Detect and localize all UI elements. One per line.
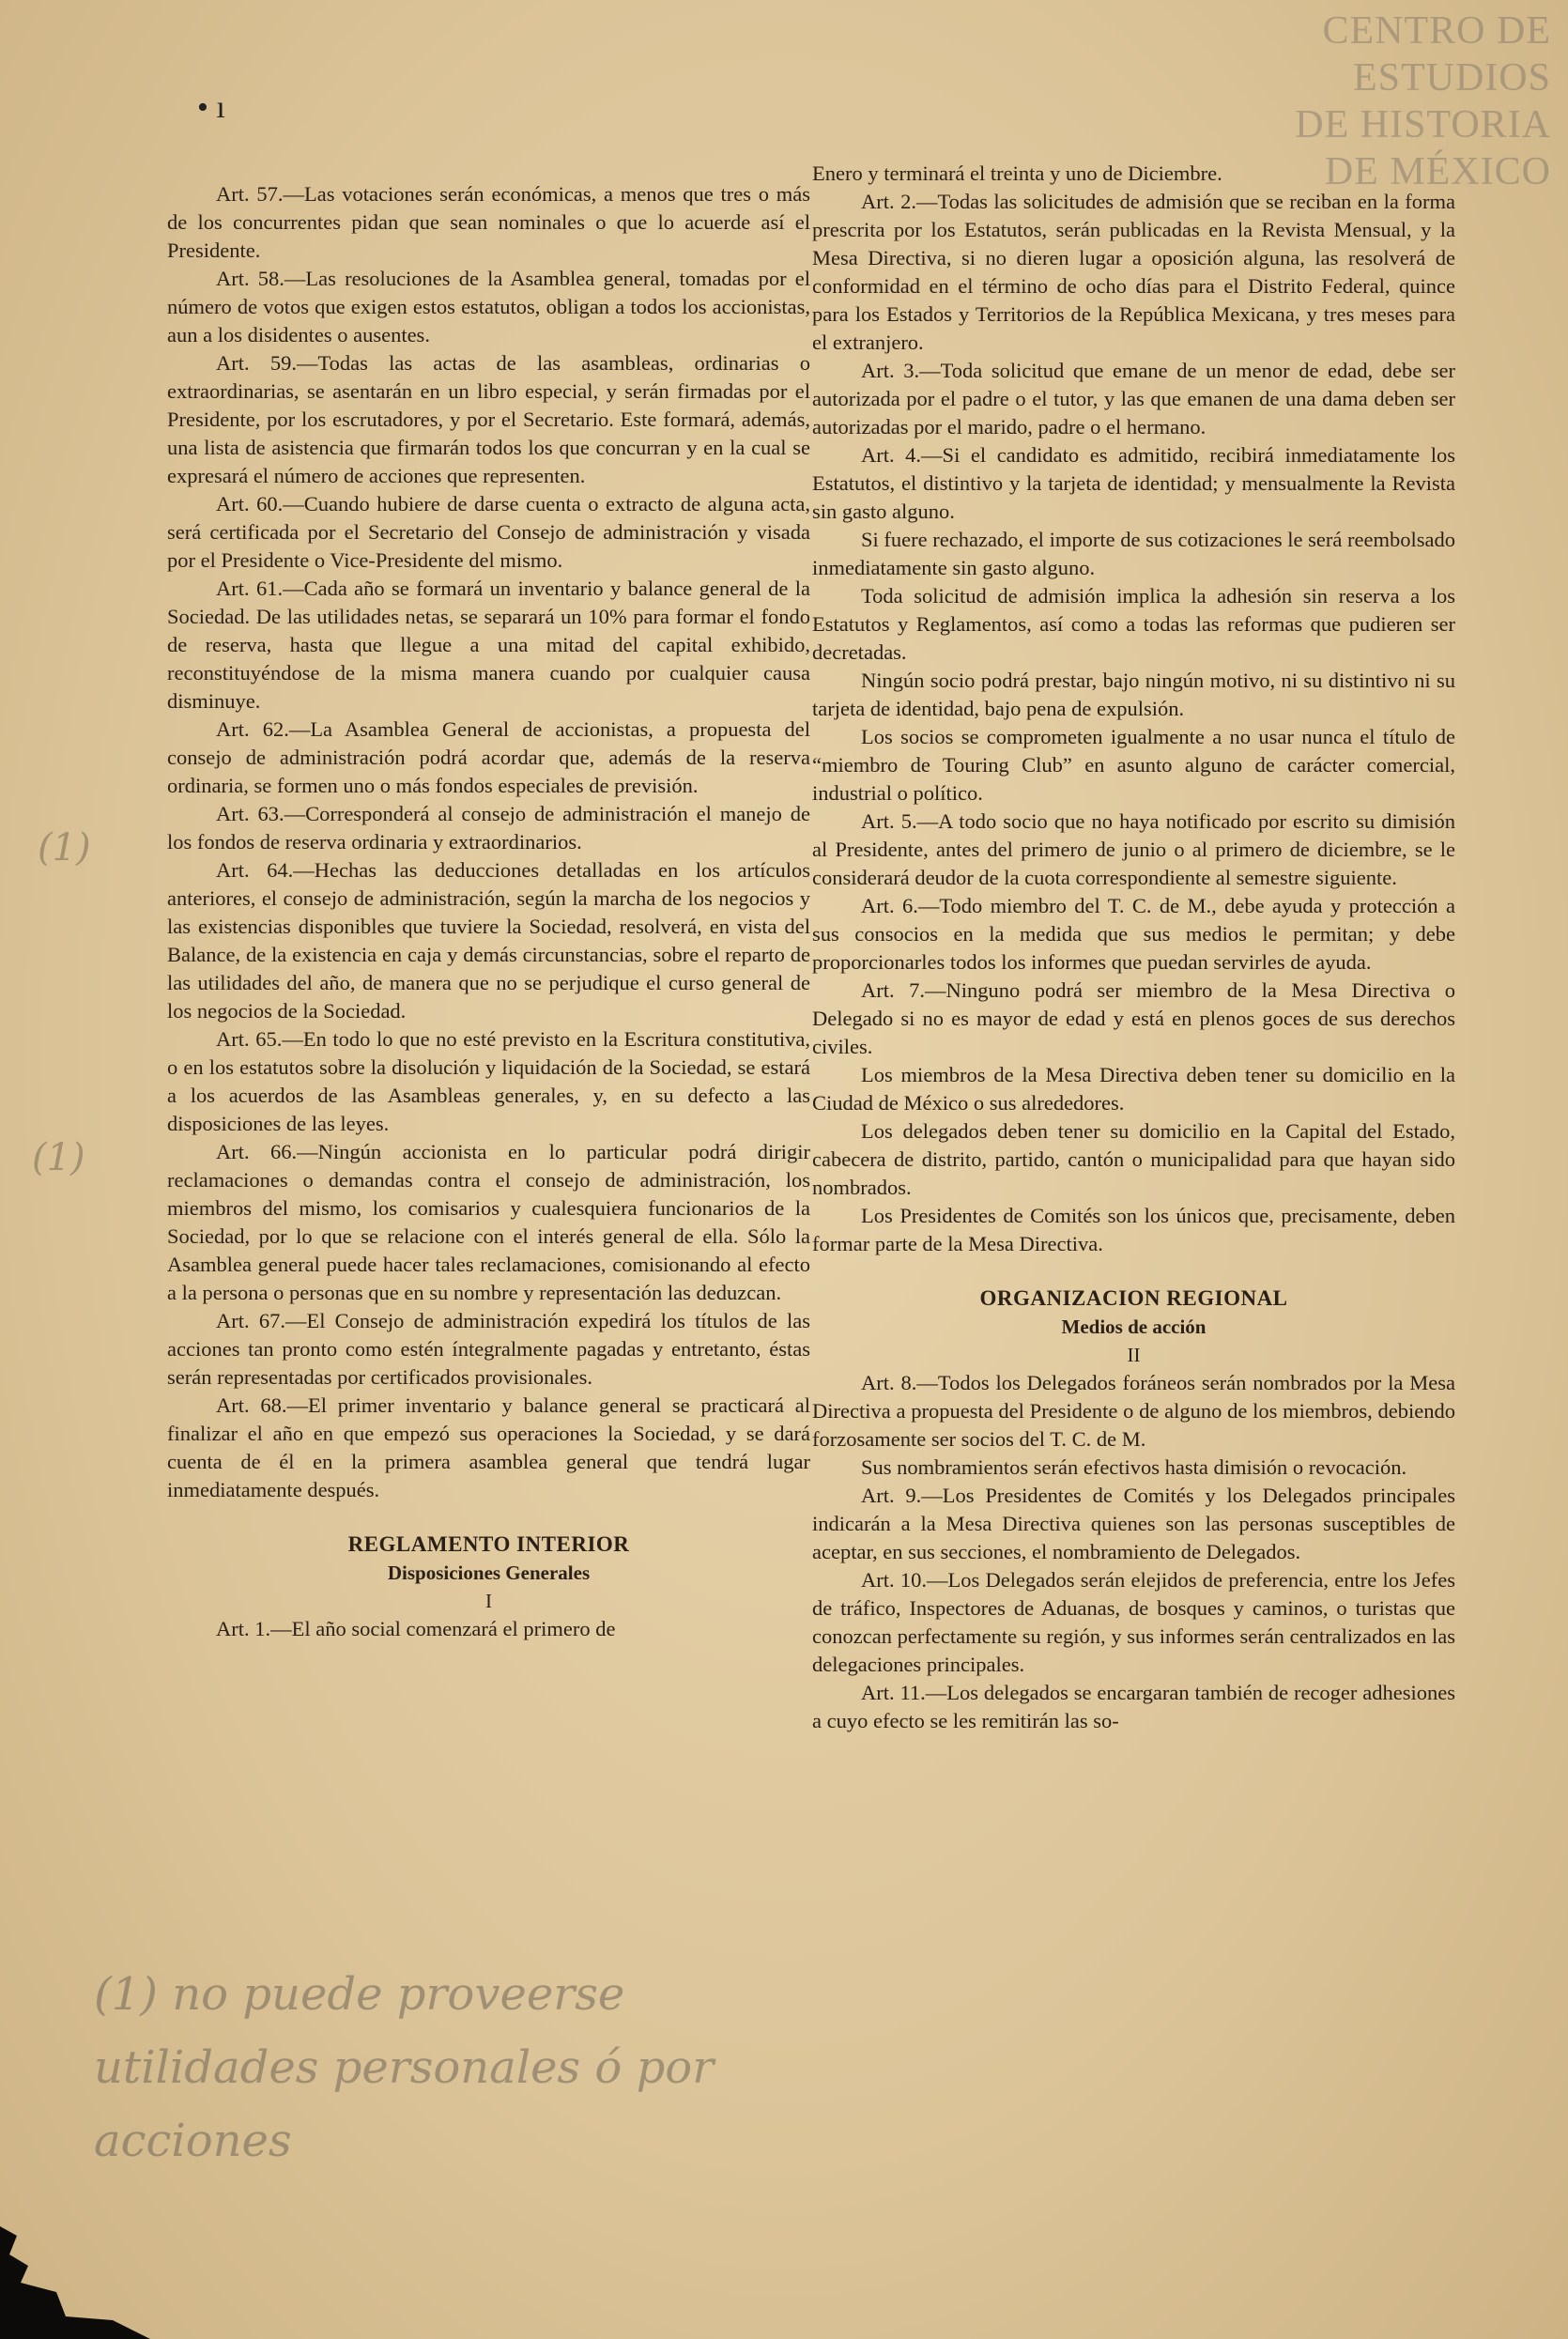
torn-corner [0, 2226, 150, 2339]
article-paragraph: Art. 58.—Las resoluciones de la Asamblea general, tomadas por el número de votos que exigen estos estatutos, obligan a todos los accionistas, aun a los disidentes o ausentes. [167, 267, 810, 346]
article-paragraph: Art. 1.—El año social comenzará el primero de [216, 1617, 616, 1640]
watermark-line: CENTRO DE [1322, 9, 1551, 53]
article-paragraph: Toda solicitud de admisión implica la adhesión sin reserva a los Estatutos y Reglamentos, así como a todas las reformas que pudieren ser decretadas. [812, 584, 1455, 664]
section-subheading: Disposiciones Generales [387, 1562, 591, 1584]
article-paragraph: Los Presidentes de Comités son los únicos que, precisamente, deben formar parte de la Mesa Directiva. [812, 1204, 1455, 1255]
article-paragraph: Art. 68.—El primer inventario y balance general se practicará al finalizar el año en que empezó sus operaciones la Sociedad, y se dará cuenta de él en la primera asamblea general que tendrá lugar inmediatamente después. [167, 1393, 810, 1501]
article-paragraph: Enero y terminará el treinta y uno de Diciembre. [812, 162, 1222, 185]
article-paragraph: Art. 3.—Toda solicitud que emane de un menor de edad, debe ser autorizada por el padre o el tutor, y las que emanen de una dama deben ser autorizadas por el marido, padre o el hermano. [812, 359, 1455, 439]
watermark-line: DE HISTORIA [1295, 103, 1551, 146]
article-paragraph: Art. 11.—Los delegados se encargaran también de recoger adhesiones a cuyo efecto se les remitirán las so- [812, 1681, 1455, 1732]
article-paragraph: Art. 8.—Todos los Delegados foráneos serán nombrados por la Mesa Directiva a propuesta del Presidente o de alguno de los miembros, debiendo forzosamente ser socios del T. C. de M. [812, 1371, 1455, 1451]
section-subheading: Medios de acción [1061, 1316, 1207, 1338]
article-paragraph: Si fuere rechazado, el importe de sus cotizaciones le será reembolsado inmediatamente sin gasto alguno. [812, 528, 1455, 579]
left-column [167, 180, 810, 1643]
article-paragraph: Art. 61.—Cada año se formará un inventario y balance general de la Sociedad. De las utilidades netas, se separará un 10% para formar el fondo de reserva, hasta que llegue a una mitad del capital exhibido, reconstituyéndose de la misma manera cuando por cualquier causa disminuye. [167, 577, 810, 713]
article-paragraph: Art. 67.—El Consejo de administración expedirá los títulos de las acciones tan pronto como estén íntegralmente pagadas y entretanto, éstas serán representadas por certificados provisionales. [167, 1309, 810, 1389]
watermark-line: DE MÉXICO [1324, 150, 1551, 193]
article-paragraph: Art. 60.—Cuando hubiere de darse cuenta o extracto de alguna acta, será certificada por el Secretario del Consejo de administración y visada por el Presidente o Vice-Presidente del mismo. [167, 492, 810, 572]
article-paragraph: Art. 66.—Ningún accionista en lo particular podrá dirigir reclamaciones o demandas contra el consejo de administración, los miembros del mismo, los comisarios y cualesquiera funcionarios de la Sociedad, por lo que se relacione con el interés general de ella. Sólo la Asamblea general puede hacer tales reclamaciones, comisionando al efecto a la persona o personas que en su nombre y representación las deduzcan. [167, 1140, 810, 1304]
article-paragraph: Art. 65.—En todo lo que no esté previsto en la Escritura constitutiva, o en los estatutos sobre la disolución y liquidación de la Sociedad, se estará a los acuerdos de las Asambleas generales, y, en su defecto a las disposiciones de las leyes. [167, 1027, 810, 1135]
article-paragraph: Sus nombramientos serán efectivos hasta dimisión o revocación. [861, 1455, 1407, 1479]
handwritten-note: (1) no puede proveerse utilidades personales ó por acciones [94, 1968, 715, 2167]
top-marker: • ı [197, 90, 225, 125]
article-paragraph: Art. 57.—Las votaciones serán económicas, a menos que tres o más de los concurrentes pidan que sean nominales o que lo acuerde así el Presidente. [167, 182, 810, 262]
section-numeral: I [485, 1590, 492, 1612]
article-paragraph: Art. 5.—A todo socio que no haya notificado por escrito su dimisión al Presidente, antes del primero de junio o al primero de diciembre, se le considerará deudor de la cuota correspondiente al semestre siguiente. [812, 809, 1455, 889]
article-paragraph: Art. 63.—Corresponderá al consejo de administración el manejo de los fondos de reserva ordinaria y extraordinarios. [167, 802, 810, 854]
article-paragraph: Art. 7.—Ninguno podrá ser miembro de la Mesa Directiva o Delegado si no es mayor de edad y está en plenos goces de sus derechos civiles. [812, 978, 1455, 1058]
article-paragraph: Art. 10.—Los Delegados serán elejidos de preferencia, entre los Jefes de tráfico, Inspectores de Aduanas, de bosques y caminos, o turistas que conozcan perfectamente su región, y sus informes serán centralizados en las delegaciones principales. [812, 1568, 1455, 1676]
section-heading: REGLAMENTO INTERIOR [347, 1532, 630, 1556]
article-paragraph: Art. 9.—Los Presidentes de Comités y los Delegados principales indicarán a la Mesa Directiva quienes son las personas susceptibles de aceptar, en sus secciones, el nombramiento de Delegados. [812, 1484, 1455, 1563]
article-paragraph: Art. 4.—Si el candidato es admitido, recibirá inmediatamente los Estatutos, el distintivo y la tarjeta de identidad; y mensualmente la Revista sin gasto alguno. [812, 443, 1455, 523]
watermark-line: ESTUDIOS [1352, 56, 1551, 100]
right-column [812, 160, 1455, 1735]
article-paragraph: Art. 2.—Todas las solicitudes de admisión que se reciban en la forma prescrita por los Estatutos, serán publicadas en la Revista Mensual, y la Mesa Directiva, si no dieren lugar a oposición alguna, las resolverá de conformidad en el término de ocho días para el Distrito Federal, quince para los Estados y Territorios de la República Mexicana, y tres meses para el extranjero. [812, 190, 1455, 354]
section-heading: ORGANIZACION REGIONAL [979, 1286, 1288, 1310]
article-paragraph: Art. 62.—La Asamblea General de accionistas, a propuesta del consejo de administración podrá acordar que, además de la reserva ordinaria, se formen uno o más fondos especiales de previsión. [167, 717, 810, 797]
section-numeral: II [1127, 1344, 1141, 1366]
article-paragraph: Ningún socio podrá prestar, bajo ningún motivo, ni su distintivo ni su tarjeta de identidad, bajo pena de expulsión. [812, 669, 1455, 720]
article-paragraph: Los socios se comprometen igualmente a no usar nunca el título de “miembro de Touring Club” en asunto alguno de carácter comercial, industrial o político. [812, 725, 1455, 805]
margin-annotation: (1) [38, 826, 91, 869]
article-paragraph: Los miembros de la Mesa Directiva deben tener su domicilio en la Ciudad de México o sus alrededores. [812, 1063, 1455, 1115]
article-paragraph: Los delegados deben tener su domicilio en la Capital del Estado, cabecera de distrito, partido, cantón o municipalidad para que hayan sido nombrados. [812, 1119, 1455, 1199]
margin-annotation: (1) [32, 1136, 85, 1179]
article-paragraph: Art. 64.—Hechas las deducciones detalladas en los artículos anteriores, el consejo de administración, según la marcha de los negocios y las existencias disponibles que tuviere la Sociedad, resolverá, en vista del Balance, de la existencia en caja y demás circunstancias, sobre el reparto de las utilidades del año, de manera que no se perjudique el curso general de los negocios de la Sociedad. [167, 858, 810, 1023]
article-paragraph: Art. 59.—Todas las actas de las asambleas, ordinarias o extraordinarias, se asentarán en un libro especial, y serán firmadas por el Presidente, por los escrutadores, y por el Secretario. Este formará, además, una lista de asistencia que firmarán todos los que concurran y en la cual se expresará el número de acciones que representen. [167, 351, 810, 487]
article-paragraph: Art. 6.—Todo miembro del T. C. de M., debe ayuda y protección a sus consocios en la medida que sus medios le permitan; y debe proporcionarles todos los informes que puedan servirles de ayuda. [812, 894, 1455, 974]
